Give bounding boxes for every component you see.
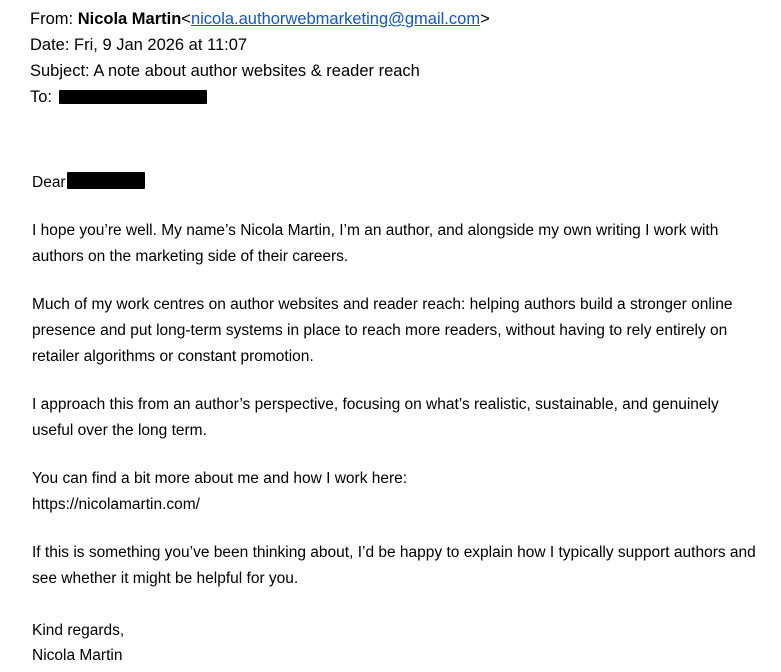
subject-value: A note about author websites & reader reach — [93, 62, 420, 80]
signature-block — [32, 618, 763, 668]
redaction-bar-name — [67, 172, 145, 189]
paragraph-1: I hope you’re well. My name’s Nicola Martin, I’m an author, and alongside my own writing I work with authors on the marketing side of their careers. — [32, 222, 719, 265]
header-row-to — [30, 84, 781, 110]
open-angle: < — [181, 10, 191, 28]
email-body — [0, 170, 781, 668]
sender-email-link[interactable]: nicola.authorwebmarketing@gmail.com — [190, 10, 481, 28]
to-label: To: — [30, 88, 53, 106]
website-url[interactable]: https://nicolamartin.com/ — [32, 496, 200, 513]
salutation-line — [32, 170, 763, 196]
close-angle: > — [480, 10, 490, 28]
link-intro-text: You can find a bit more about me and how I work here: — [32, 470, 408, 487]
salutation-text: Dear — [32, 174, 66, 191]
header-row-subject — [30, 58, 781, 84]
date-label: Date: — [30, 36, 70, 54]
header-row-from — [30, 6, 781, 32]
date-value: Fri, 9 Jan 2026 at 11:07 — [74, 36, 248, 54]
header-row-date — [30, 32, 781, 58]
sender-name: Nicola Martin — [77, 10, 182, 28]
paragraph-2: Much of my work centres on author websites and reader reach: helping authors build a stronger online presence and put long-term systems in place to reach more readers, without having to rely entirely on retailer algorithms or constant promotion. — [32, 296, 733, 365]
from-label: From: — [30, 10, 74, 28]
sign-off-text: Kind regards, — [32, 622, 125, 639]
redaction-bar-recipient — [59, 90, 207, 104]
subject-label: Subject: — [30, 62, 90, 80]
paragraph-3: I approach this from an author’s perspective, focusing on what’s realistic, sustainable, and genuinely useful over the long term. — [32, 396, 719, 439]
link-block — [32, 466, 763, 518]
paragraph-closing: If this is something you’ve been thinking about, I’d be happy to explain how I typically support authors and see whether it might be helpful for you. — [32, 544, 756, 587]
sign-off-name: Nicola Martin — [32, 647, 123, 664]
email-header — [0, 0, 781, 110]
